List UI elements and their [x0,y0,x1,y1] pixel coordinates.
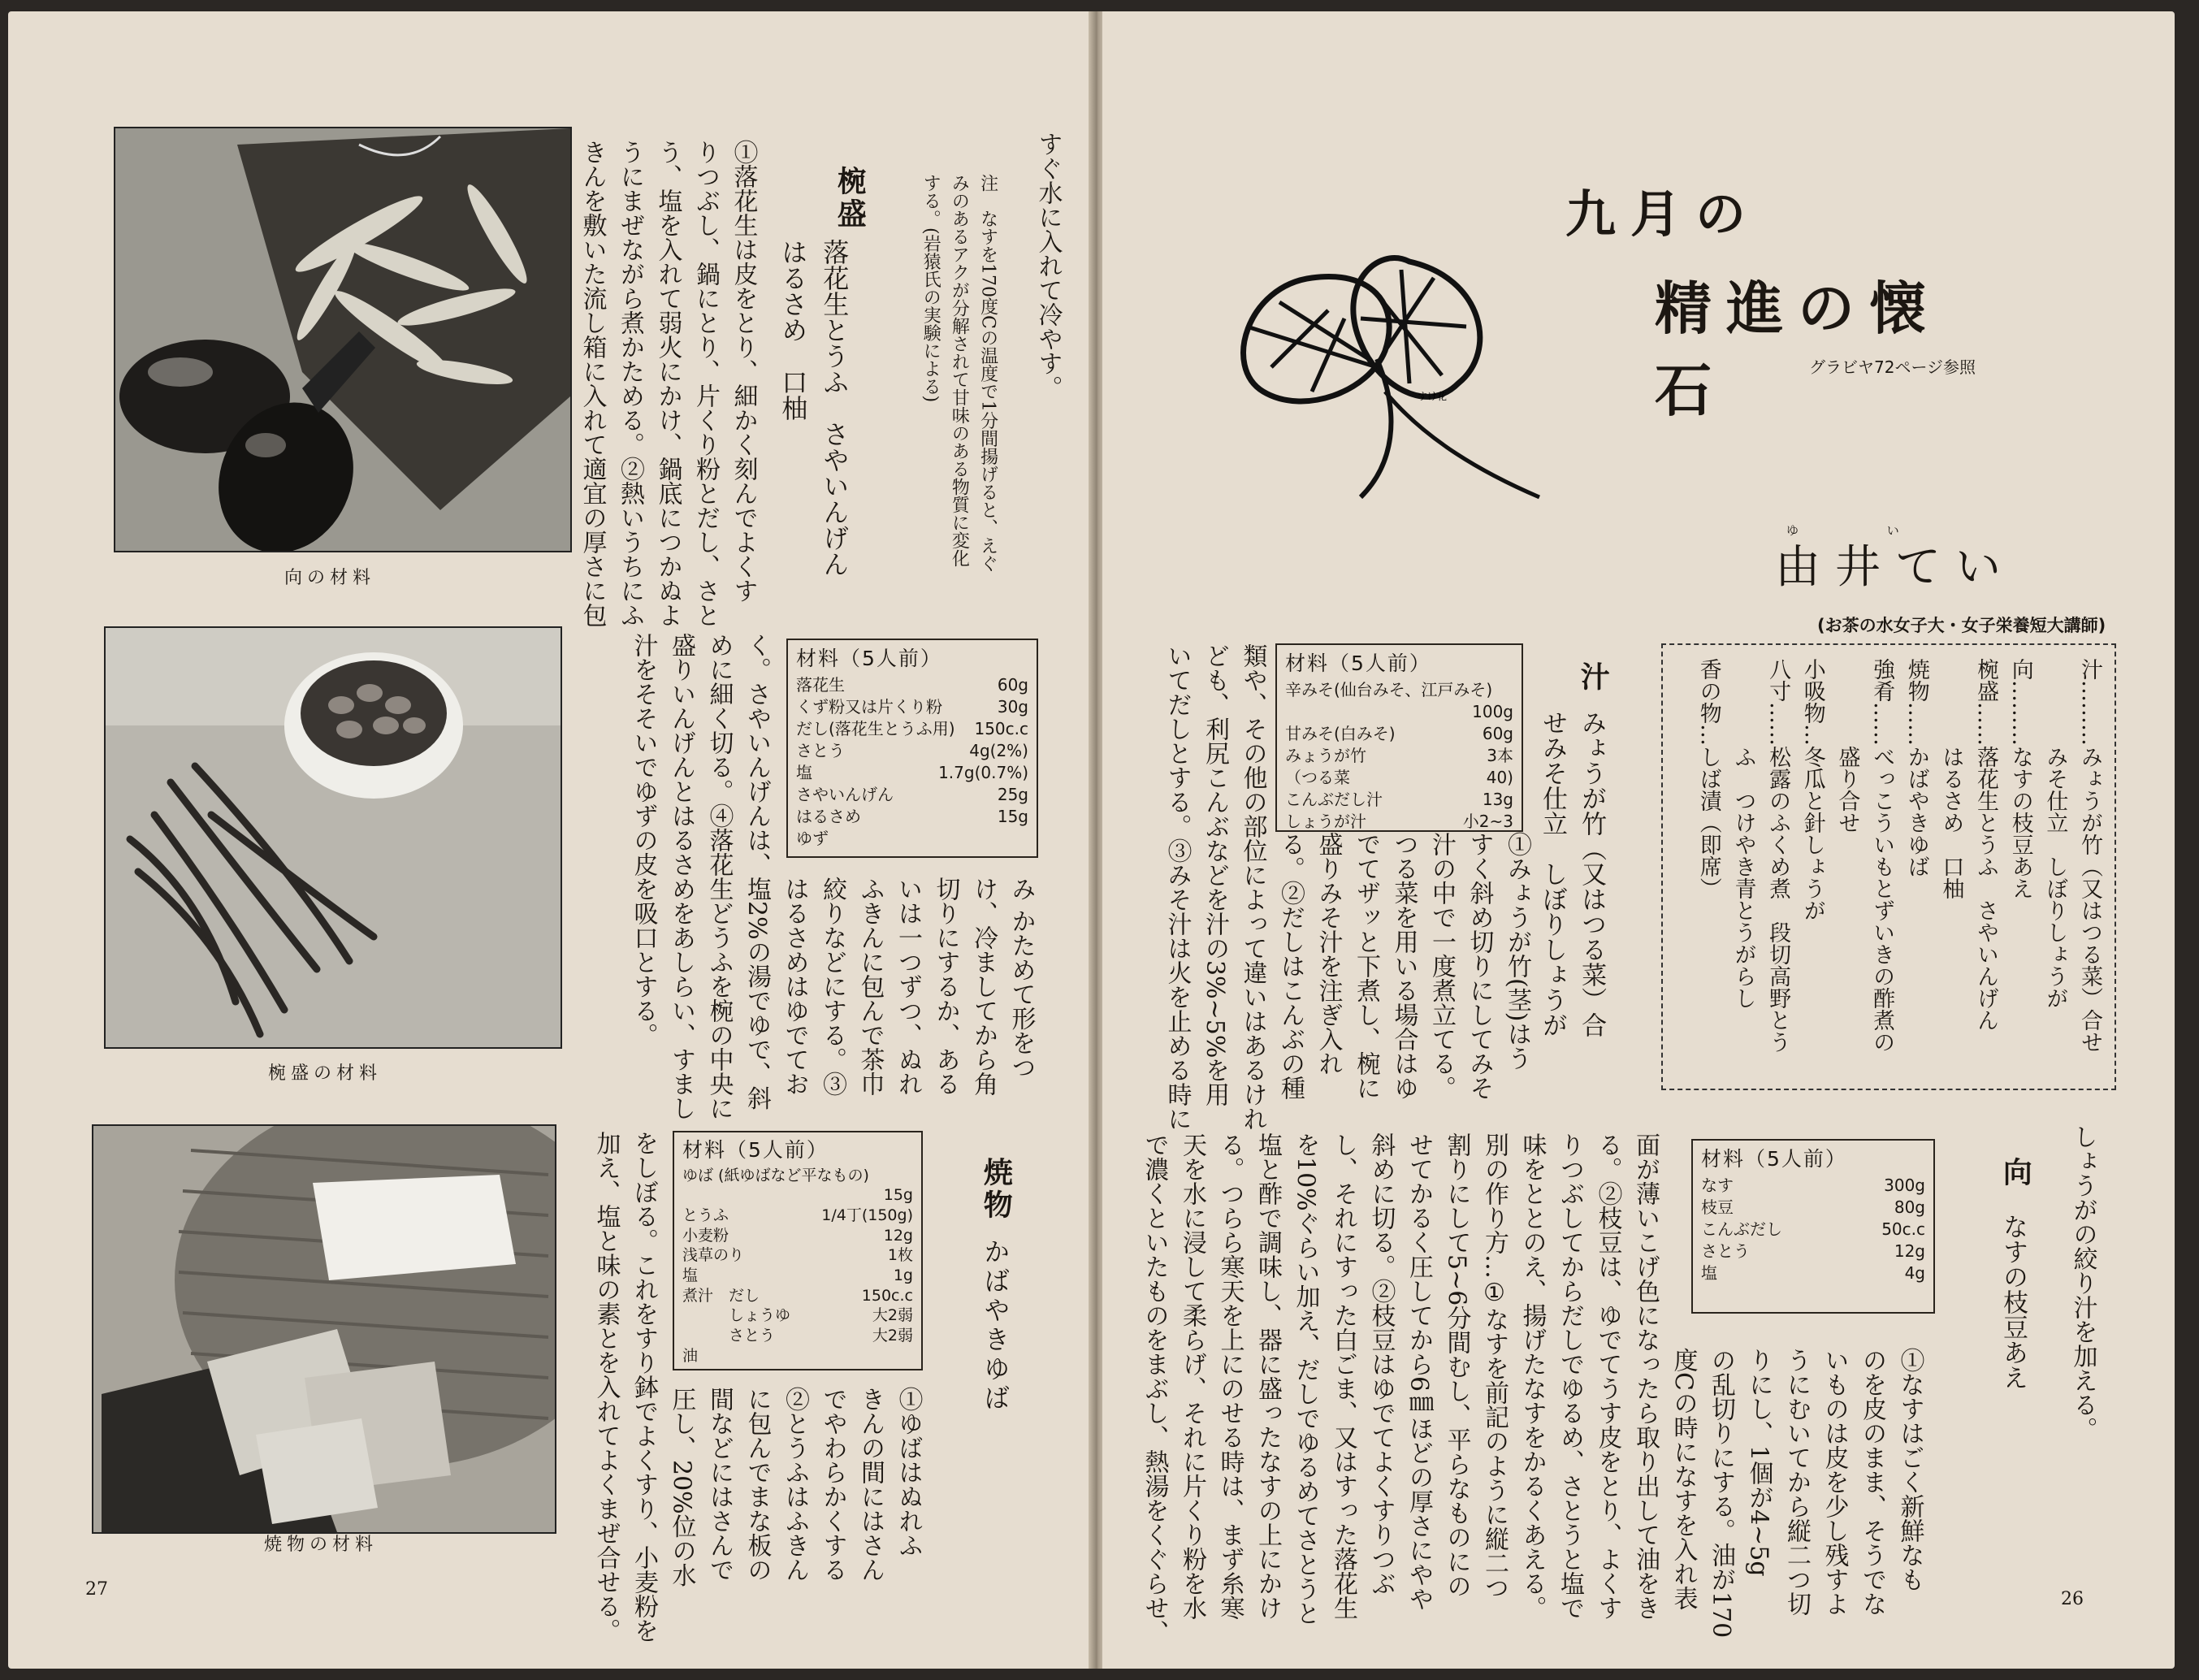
material-row: ゆば (紙ゆばなど平なもの) [682,1166,869,1184]
materials-title: 材料（5人前） [1285,652,1431,675]
material-row: くず粉又は片くり粉 30g [796,696,1028,717]
material-row: 落花生 60g [796,674,1028,695]
yakimono-subtitle: かばやきゆば [980,1238,1011,1414]
mukou-body: ①なすはごく新鮮なも のを皮のまま、そうでな いものは皮を少し残すよ うにむいてから縦二つ切 りにし、1個が4~5g の乱切りにする。油が170 度Cの時になすを入れ表 面が薄いこげ色になったら取り出して油をき る。②枝豆は、ゆでてうす皮をとり、よくす りつぶしてからだしでゆるめ、さとうと塩で 味をととのえ、揚げたなすをかるくあえる。 別の作り方…①なすを前記のように縦二つ 割りにして5~6分間むし、平らなものにの せてかるく圧してから6㎜ほどの厚さにやや 斜めに切る。②枝豆はゆでてよくすりつぶ し、それにすった白ごま、又はすった落花生 を10%ぐらい加え、だしでゆるめてさとうと 塩と酢で調味し、器に盛ったなすの上にかけ る。つらら寒天を上にのせる時は、まず糸寒 天を水に浸して柔らげ、それに片くり粉を水 で濃くといたものをまぶし、熱湯をくぐらせ、 [1140,1132,1924,1644]
wanmori-body-continued: み かためて形をつ け、冷ましてから角 切りにするか、ある いは一つずつ、ぬれ ふきんに包んで茶巾 絞りなどにする。③ はるさめはゆでてお く。さやいんげんは、塩2%の湯でゆで、斜 めに細く切る。④落花生どうふを椀の中央に 盛りいんげんとはるさめをあしらい、すまし 汁をそそいでゆずの皮を吸口とする。 [629,633,1036,1120]
materials-title: 材料（5人前） [1701,1147,1847,1171]
photo-caption: 向の材料 [284,568,376,588]
mukou-heading: 向 [1998,1157,2033,1186]
material-row: 油 [682,1346,699,1365]
eggplant-and-beans-illustration [115,128,570,551]
menu-line: 椀盛……落花生とうふ さやいんげん [1973,658,1999,1031]
material-row: さやいんげん 25g [796,784,1028,804]
menu-box [1661,643,2116,1090]
gravure-reference: グラビヤ72ページ参照 [1809,357,1976,377]
material-row: 煮汁 だし 150c.c [682,1286,913,1305]
yuba-and-tofu-illustration [93,1126,555,1532]
material-row: なす 300g [1701,1175,1925,1195]
soup-heading: 汁 [1576,661,1611,691]
material-row: はるさめ 15g [796,806,1028,826]
soup-body: ①みょうが竹(茎)はう すく斜め切りにしてみそ 汁の中で一度煮立てる。 つる菜を用いる場合はゆ でてザッと下煮し、椀に 盛りみそ汁を注ぎ入れ る。②だしはこんぶの種 類や、その他の部位によって違いはあるけれ ども、利尻こんぶなどを汁の3%~5%を用 いてだしとする。③みそ汁は火を止める時に [1162,643,1531,1131]
right-page [1102,11,2175,1669]
page-number-left: 27 [85,1579,108,1600]
menu-line: 向………なすの枝豆あえ [2007,658,2033,899]
mukou-prev-line: しょうがの絞り汁を加える。 [2068,1124,2097,1441]
note-text: 注 なすを170度Cの温度で1分間揚げると、えぐ みのあるアクが分解されて甘味のある物質に変化 する。(岩猿氏の実験による) [920,174,998,573]
title-line-1: 九月の [1565,184,1761,244]
menu-line: 汁………みょうが竹（又はつる菜）合せ [2077,658,2102,1053]
yakimono-body: ①ゆばはぬれふ きんの間にはさん でやわらかくする ②とうふはふきん に包んでまな板の 間などにはさんで 圧し、20%位の水 をしぼる。これをすり鉢でよくすり、小麦粉を 加え、塩と味の素とを入れてよくまぜ合せる。 [591,1131,923,1643]
peanuts-and-beans-illustration [106,628,561,1047]
mukou-subtitle: なすの枝豆あえ [1998,1214,2028,1390]
material-row: 15g [883,1186,913,1205]
menu-line: 小吸物…冬瓜と針しょうが [1799,658,1825,921]
material-row: とうふ 1/4丁(150g) [682,1206,913,1224]
menu-line: 盛り合せ [1834,658,1860,834]
material-row: 100g [1472,701,1513,721]
material-row: 辛みそ(仙台みそ、江戸みそ) [1285,679,1493,699]
materials-title: 材料（5人前） [796,647,942,670]
material-row: 浅草のり 1枚 [682,1246,913,1265]
material-row: しょうが汁 小2~3 [1285,811,1513,831]
menu-line: 強肴……べっこういもとずいきの酢煮の [1869,658,1895,1053]
material-row: さとう 4g(2%) [796,740,1028,760]
menu-line: ふ つけやき青とうがらし [1730,658,1756,1009]
yakimono-heading: 焼物 [979,1157,1014,1222]
page-number-right: 26 [2061,1589,2084,1609]
photo-mukou-ingredients [114,127,572,552]
menu-line: 香の物…しば漬（即席） [1695,658,1721,899]
material-row: 枝豆 80g [1701,1197,1925,1217]
title-line-2: 精進の懐石 [1655,275,1941,424]
wanmori-body: ①落花生は皮をとり、細かく刻んでよくす りつぶし、鍋にとり、片くり粉とだし、さと う、塩を入れて弱火にかけ、鍋底につかぬよ うにまぜながら煮かためる。②熱いうちにふ きんを敷いた流し箱に入れて適宜の厚さに包 [578,140,758,627]
material-row: ゆず [796,828,829,848]
material-row: みょうが竹 3本 [1285,745,1513,765]
sketch-signature: すけ花 [1418,391,1448,402]
left-page [8,11,1093,1669]
author-affiliation: (お茶の水女子大・女子栄養短大講師) [1817,616,2106,635]
material-row: 塩 1g [682,1266,913,1284]
material-row: さとう 大2弱 [682,1327,913,1344]
material-row: 甘みそ(白みそ) 60g [1285,723,1513,743]
menu-line: 焼物……かばやきゆば [1903,658,1929,877]
material-row: （つる菜 40) [1285,767,1513,787]
menu-line: みそ仕立 しぼりしょうが [2042,658,2068,1009]
photo-caption: 椀盛の材料 [268,1063,383,1084]
soup-materials-box [1275,643,1523,832]
continuation-text: すぐ水に入れて冷やす。 [1033,132,1063,400]
menu-line: 八寸……松露のふくめ煮 段切高野とう [1765,658,1791,1053]
menu-line: はるさめ 口柚 [1938,658,1964,899]
material-row: 小麦粉 12g [682,1226,913,1245]
material-row: だし(落花生とうふ用) 150c.c [796,718,1028,738]
photo-caption: 焼物の材料 [264,1535,379,1555]
material-row: こんぶだし汁 13g [1285,789,1513,809]
wanmori-subtitle: 落花生とうふ さやいんげん はるさめ 口柚 [777,239,851,577]
material-row: 塩 1.7g(0.7%) [796,762,1028,782]
leaf-sketch-illustration [1214,229,1556,522]
material-row: 塩 4g [1701,1262,1925,1283]
material-row: しょうゆ 大2弱 [682,1306,913,1325]
soup-subtitle: みょうが竹（又はつる菜）合 せみそ仕立 しぼりしょうが [1538,710,1607,1037]
photo-wanmori-ingredients [104,626,562,1049]
material-row: こんぶだし 50c.c [1701,1219,1925,1239]
material-row: さとう 12g [1701,1241,1925,1261]
wanmori-heading: 椀盛 [833,166,868,231]
materials-title: 材料（5人前） [682,1138,829,1162]
author-ruby: ゆ い [1786,523,1941,538]
author-name: 由井てい [1775,541,2015,594]
photo-yakimono-ingredients [92,1124,556,1534]
